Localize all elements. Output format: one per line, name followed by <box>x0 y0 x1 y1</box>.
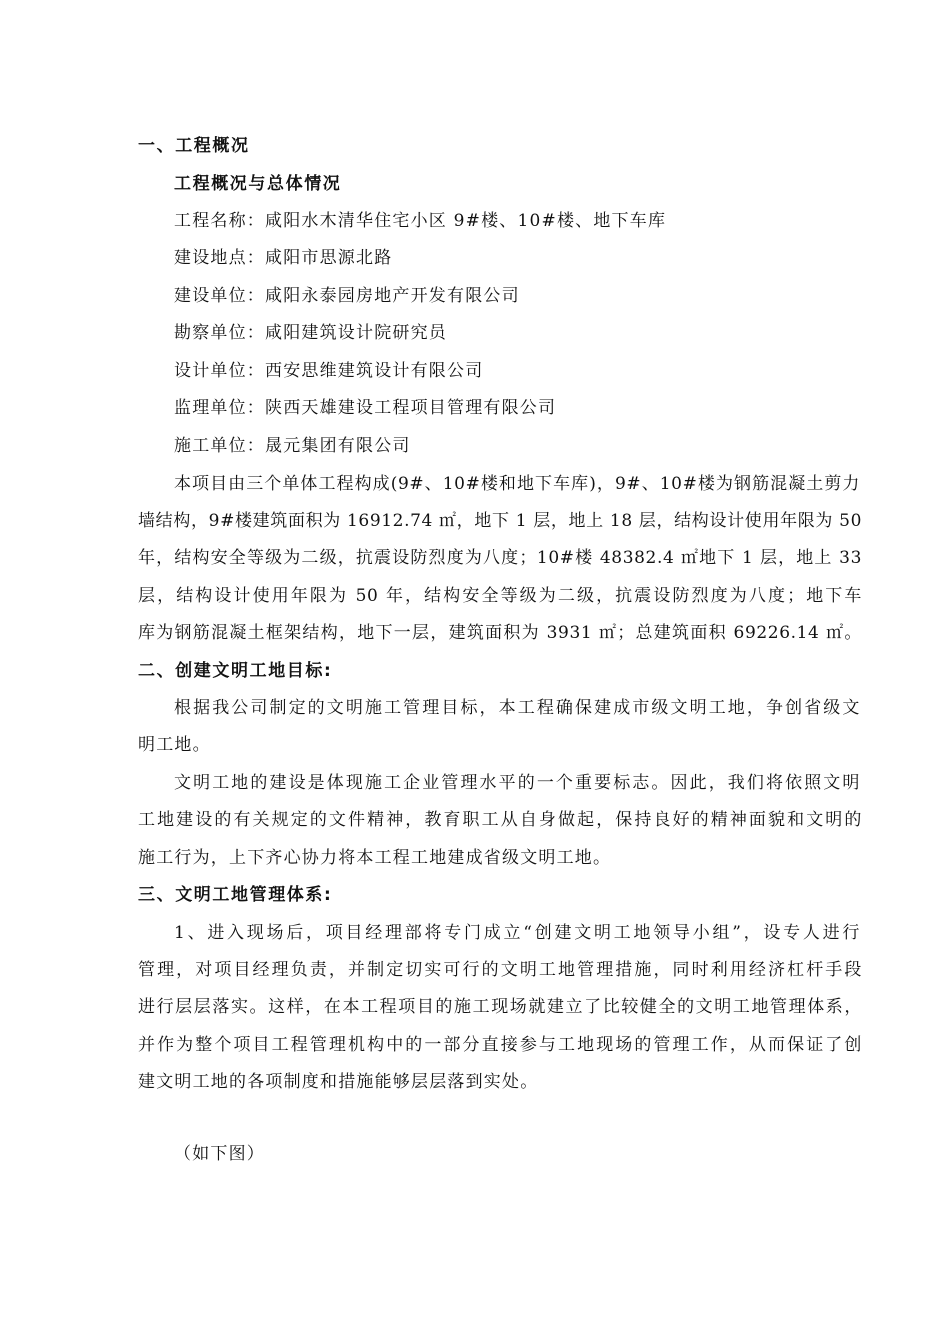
section-1-heading: 一、工程概况 <box>138 136 250 156</box>
paragraph-line: 年，结构安全等级为二级，抗震设防烈度为八度；10#楼 48382.4 ㎡地下 1 层，地上 33 <box>138 548 862 568</box>
figure-note: （如下图） <box>174 1144 265 1164</box>
field-construction-unit: 施工单位：晟元集团有限公司 <box>174 436 411 456</box>
paragraph-line: 墙结构，9#楼建筑面积为 16912.74 ㎡，地下 1 层，地上 18 层，结构设计使用年限为 50 <box>138 511 862 531</box>
paragraph-line: 进行层层落实。这样，在本工程项目的施工现场就建立了比较健全的文明工地管理体系， <box>138 997 862 1017</box>
paragraph-line: 工地建设的有关规定的文件精神，教育职工从自身做起，保持良好的精神面貌和文明的 <box>138 810 862 830</box>
paragraph-line: 文明工地的建设是体现施工企业管理水平的一个重要标志。因此，我们将依照文明 <box>174 773 860 793</box>
paragraph-line: 根据我公司制定的文明施工管理目标，本工程确保建成市级文明工地，争创省级文 <box>174 698 860 718</box>
field-supervision-unit: 监理单位：陕西天雄建设工程项目管理有限公司 <box>174 398 557 418</box>
paragraph-line: 本项目由三个单体工程构成(9#、10#楼和地下车库)，9#、10#楼为钢筋混凝土剪力 <box>174 474 860 494</box>
paragraph-line: 库为钢筋混凝土框架结构，地下一层，建筑面积为 3931 ㎡；总建筑面积 69226.14 ㎡。 <box>138 623 862 643</box>
field-owner: 建设单位：咸阳永泰园房地产开发有限公司 <box>174 286 520 306</box>
paragraph-line: 管理，对项目经理负责，并制定切实可行的文明工地管理措施，同时利用经济杠杆手段 <box>138 960 862 980</box>
paragraph-line: 施工行为，上下齐心协力将本工程工地建成省级文明工地。 <box>138 848 612 868</box>
paragraph-line: 层，结构设计使用年限为 50 年，结构安全等级为二级，抗震设防烈度为八度；地下车 <box>138 586 862 606</box>
field-project-name: 工程名称：咸阳水木清华住宅小区 9#楼、10#楼、地下车库 <box>174 211 667 231</box>
section-2-heading: 二、创建文明工地目标: <box>138 661 333 681</box>
field-survey-unit: 勘察单位：咸阳建筑设计院研究员 <box>174 323 447 343</box>
paragraph-line: 并作为整个项目工程管理机构中的一部分直接参与工地现场的管理工作，从而保证了创 <box>138 1035 862 1055</box>
paragraph-line: 明工地。 <box>138 735 211 755</box>
paragraph-line: 建文明工地的各项制度和措施能够层层落到实处。 <box>138 1072 539 1092</box>
paragraph-line: 1、进入现场后，项目经理部将专门成立“创建文明工地领导小组”，设专人进行 <box>174 923 860 943</box>
section-1-subheading: 工程概况与总体情况 <box>174 174 342 194</box>
field-design-unit: 设计单位：西安思维建筑设计有限公司 <box>174 361 484 381</box>
section-3-heading: 三、文明工地管理体系: <box>138 885 333 905</box>
field-location: 建设地点：咸阳市思源北路 <box>174 248 393 268</box>
